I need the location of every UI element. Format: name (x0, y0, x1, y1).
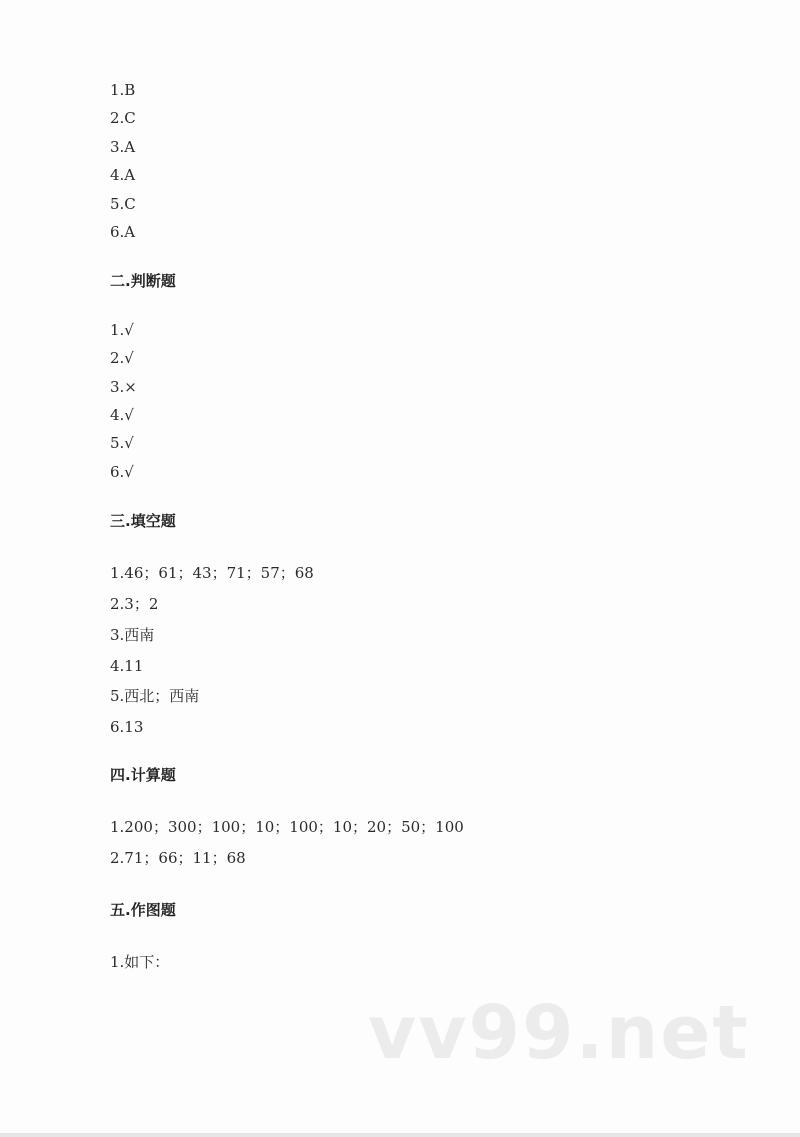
answer-2-4: 4.√ (110, 406, 134, 424)
page-bottom-edge (0, 1133, 800, 1137)
answer-2-6: 6.√ (110, 463, 134, 481)
answer-3-3: 3.西南 (110, 626, 155, 644)
answer-3-5: 5.西北；西南 (110, 687, 200, 705)
answer-2-3: 3.× (110, 378, 137, 396)
answer-1-4: 4.A (110, 166, 136, 184)
answer-3-1: 1.46；61；43；71；57；68 (110, 564, 314, 582)
answer-1-1: 1.B (110, 81, 136, 99)
answer-3-6: 6.13 (110, 718, 144, 736)
answer-2-1: 1.√ (110, 321, 134, 339)
section-heading-drawing: 五.作图题 (110, 901, 176, 919)
section-heading-judgement: 二.判断题 (110, 272, 176, 290)
answer-5-1: 1.如下： (110, 953, 170, 971)
answer-4-1: 1.200；300；100；10；100；10；20；50；100 (110, 818, 464, 836)
answer-1-2: 2.C (110, 109, 136, 127)
site-watermark: vv99.net (368, 990, 750, 1076)
answer-1-3: 3.A (110, 138, 136, 156)
answer-2-5: 5.√ (110, 434, 134, 452)
answer-3-2: 2.3；2 (110, 595, 159, 613)
answer-1-6: 6.A (110, 223, 136, 241)
answer-4-2: 2.71；66；11；68 (110, 849, 246, 867)
answer-2-2: 2.√ (110, 349, 134, 367)
section-heading-fill-blank: 三.填空题 (110, 512, 176, 530)
answer-3-4: 4.11 (110, 657, 144, 675)
answer-1-5: 5.C (110, 195, 136, 213)
section-heading-calculation: 四.计算题 (110, 766, 176, 784)
